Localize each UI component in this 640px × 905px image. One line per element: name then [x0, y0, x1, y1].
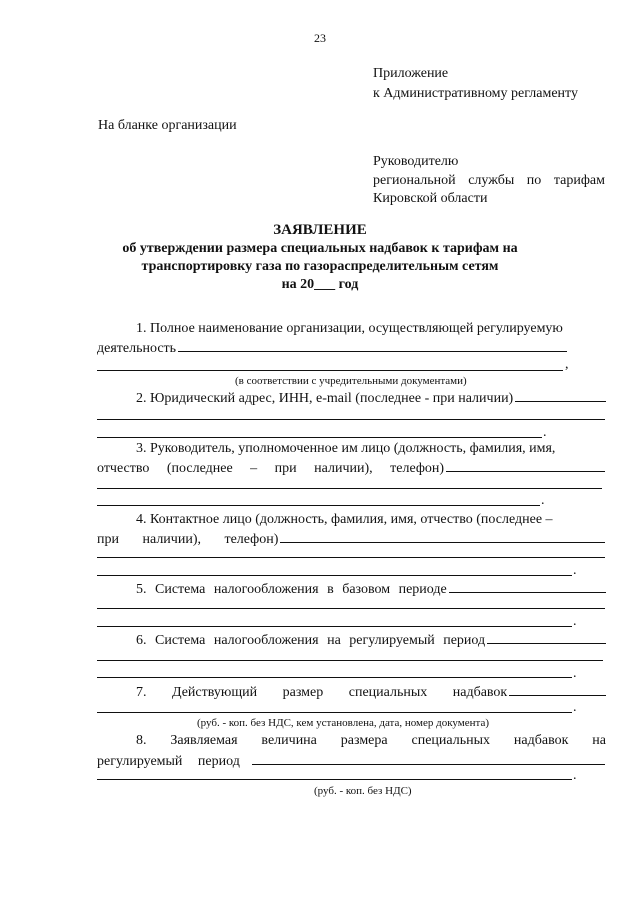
item-1-field-2[interactable]: [97, 370, 563, 371]
item-2-field-2[interactable]: [97, 419, 605, 420]
item-8-field-1[interactable]: [252, 752, 605, 765]
item-1-note: (в соответствии с учредительными документами): [235, 375, 467, 387]
item-7-field-2[interactable]: [97, 712, 572, 713]
addressee-line-2: региональной службы по тарифам: [373, 173, 605, 188]
item-1-text-2: деятельность: [97, 341, 177, 356]
item-3-text-2: отчество (последнее – при наличии), телефон): [97, 461, 445, 476]
item-6-text-1: 6. Система налогообложения на регулируемый период: [136, 633, 486, 648]
item-1-text-1: 1. Полное наименование организации, осуществляющей регулируемую: [136, 321, 563, 336]
item-5-row-1: [136, 580, 606, 598]
item-5-end-mark: .: [573, 614, 577, 629]
addressee-line-1: Руководителю: [373, 154, 459, 169]
item-4-field-2[interactable]: [97, 557, 605, 558]
item-7-end-mark: .: [573, 700, 577, 715]
appendix-line-2: к Административному регламенту: [373, 86, 578, 101]
item-4-row-2: [97, 530, 605, 548]
item-6-field-2[interactable]: [97, 660, 603, 661]
document-subtitle-3: на 20___ год: [281, 277, 359, 292]
letterhead-note: На бланке организации: [98, 118, 237, 133]
item-3-end-mark: .: [541, 493, 545, 508]
item-2-field-1[interactable]: [515, 389, 606, 402]
item-5-field-1[interactable]: [449, 580, 606, 593]
item-8-row-2: [97, 752, 605, 770]
item-1-end-mark: ,: [565, 357, 569, 372]
item-6-field-1[interactable]: [487, 631, 606, 644]
addressee-line-3: Кировской области: [373, 191, 488, 206]
item-6-field-3[interactable]: [97, 677, 572, 678]
item-6-row-1: [136, 631, 606, 649]
item-4-field-1[interactable]: [280, 530, 605, 543]
item-4-field-3[interactable]: [97, 575, 572, 576]
item-1-field-1[interactable]: [178, 339, 567, 352]
item-8-end-mark: .: [573, 768, 577, 783]
item-5-text-1: 5. Система налогообложения в базовом периоде: [136, 582, 447, 597]
item-3-row-2: [97, 459, 605, 477]
item-7-row-1: [136, 683, 606, 701]
item-3-field-3[interactable]: [97, 505, 540, 506]
item-8-note: (руб. - коп. без НДС): [314, 785, 412, 797]
item-1-row-2: [97, 339, 567, 357]
item-2-field-3[interactable]: [97, 437, 542, 438]
item-4-text-2: при наличии), телефон): [97, 532, 279, 547]
item-3-field-1[interactable]: [446, 459, 605, 472]
item-8-field-2[interactable]: [97, 779, 572, 780]
item-4-text-1: 4. Контактное лицо (должность, фамилия, имя, отчество (последнее –: [136, 512, 553, 527]
item-3-text-1: 3. Руководитель, уполномоченное им лицо (должность, фамилия, имя,: [136, 441, 556, 456]
document-subtitle-1: об утверждении размера специальных надбавок к тарифам на: [122, 241, 518, 256]
addressee-block: [373, 154, 605, 207]
item-4-end-mark: .: [573, 563, 577, 578]
item-3-field-2[interactable]: [97, 488, 602, 489]
document-subtitle-2: транспортировку газа по газораспределительным сетям: [141, 259, 499, 274]
document-title: ЗАЯВЛЕНИЕ: [273, 222, 367, 238]
item-2-row-1: [136, 389, 606, 407]
appendix-line-1: Приложение: [373, 66, 449, 81]
item-7-note: (руб. - коп. без НДС, кем установлена, дата, номер документа): [197, 717, 489, 729]
item-8-text-2: регулируемый период: [97, 754, 240, 769]
item-5-field-2[interactable]: [97, 608, 605, 609]
item-6-end-mark: .: [573, 666, 577, 681]
item-7-field-1[interactable]: [509, 683, 606, 696]
item-5-field-3[interactable]: [97, 626, 572, 627]
appendix-block: [373, 66, 578, 102]
item-7-text-1: 7. Действующий размер специальных надбавок: [136, 685, 508, 700]
item-8-text-1: 8. Заявляемая величина размера специальных надбавок на: [136, 733, 606, 748]
item-2-text-1: 2. Юридический адрес, ИНН, e-mail (последнее - при наличии): [136, 391, 514, 406]
page-number: 23: [314, 31, 326, 45]
item-2-end-mark: .: [543, 425, 547, 440]
